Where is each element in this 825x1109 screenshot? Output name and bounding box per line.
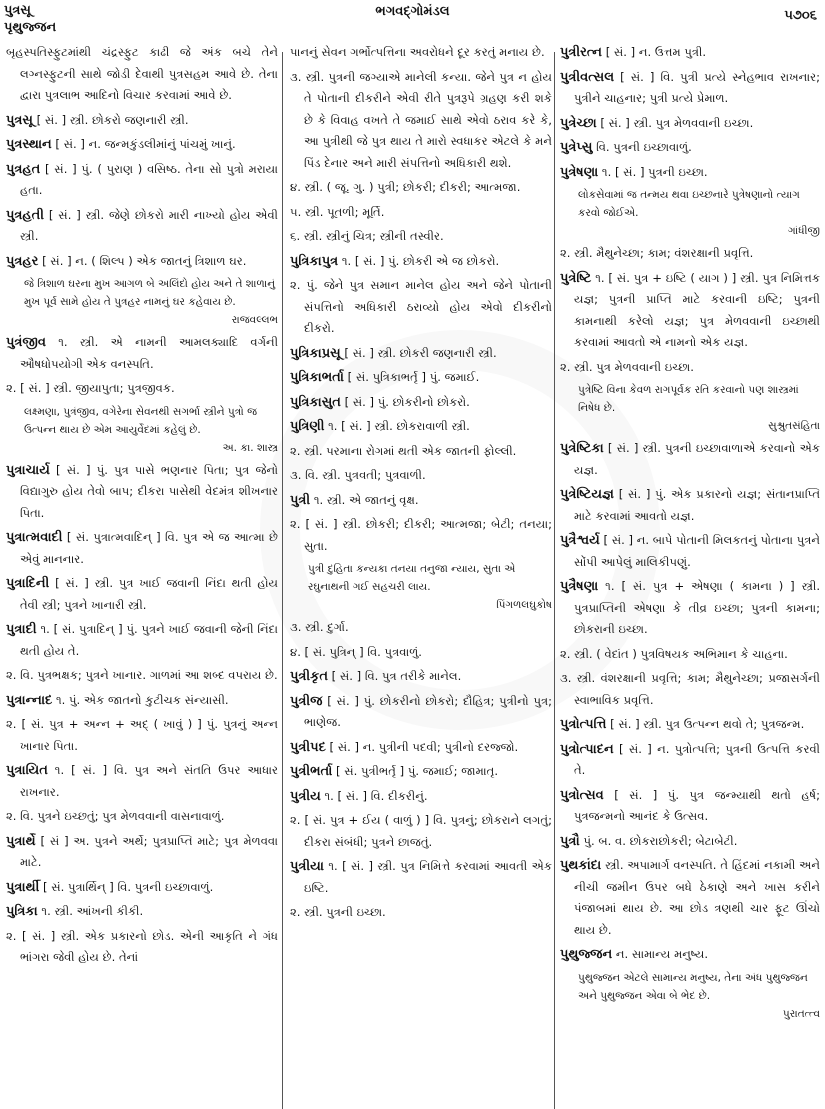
definition: [ સં. ] સ્ત્રી. પુત્રની ઇચ્છાવાળાએ કરવાનો એક યજ્ઞ.: [574, 441, 820, 477]
definition: ૩. સ્ત્રી. પુત્રની જગ્યાએ માનેલી કન્યા. જેને પુત્ર ન હોય તે પોતાની દીકરીને એવી રીતે પુત્રરૂપે ગ્રહણ કરી શકે છે કે વિવાહ વખતે તે જમાઈ સાથે એવો ઠરાવ કરે કે, આ પુત્રીથી જે પુત્ર થાય તે મારો સ્વધાકર એટલે કે મને પિંડ દેનાર અને મારી સંપત્તિનો અધિકારી થશે.: [290, 69, 552, 170]
definition: [ સં. પુત્રાર્થિન્ ] વિ. પુત્રની ઇચ્છાવાળું.: [43, 879, 214, 894]
dictionary-entry: [6, 110, 278, 132]
dictionary-entry: [290, 490, 552, 512]
definition: [ સં. ] વિ. પુત્ર તરીકે માનેલ.: [331, 669, 462, 683]
headword: પુત્રસૂ: [6, 112, 33, 128]
dictionary-entry: [290, 810, 552, 853]
definition: ૧. [ સં. ] સ્ત્રી. પુત્ર નિમિત્તે કરવામાં આવતી એક ઇષ્ટિ.: [304, 859, 552, 895]
headword: પુત્રૈશ્વર્ય: [560, 533, 600, 548]
definition: ૧. [ સં. પુત્ર + ઇષ્ટિ ( યાગ ) ] સ્ત્રી. પુત્ર નિમિત્તક યજ્ઞ; પુત્રની પ્રાપ્તિ માટે કરવાની ઇષ્ટિ; પુત્રની કામનાથી કરેલો યજ્ઞ; પુત્ર મેળવવાની ઇચ્છાથી કરવામાં આવતો એ નામનો એક યજ્ઞ.: [574, 270, 820, 349]
definition: ૧. [ સં. પુત્ર + એષણા ( કામના ) ] સ્ત્રી. પુત્રપ્રાપ્તિની એષણા કે તીવ્ર ઇચ્છા; પુત્રની કામના; છોકરાની ઇચ્છા.: [574, 579, 820, 636]
dictionary-entry: [6, 378, 278, 400]
dictionary-entry: [290, 343, 552, 365]
definition: ૨. વિ. પુત્રને ઇચ્છતું; પુત્ર મેળવવાની વાસનાવાળું.: [6, 809, 225, 823]
headword: પુત્રિકા: [6, 904, 38, 919]
definition: ૩. વિ. સ્ત્રી. પુત્રવતી; પુત્રવાળી.: [290, 468, 426, 482]
definition: ૨. સ્ત્રી. ( વેદાંત ) પુત્રવિષયક અભિમાન કે ચાહના.: [560, 646, 788, 661]
citation-quote: [560, 186, 820, 240]
definition: ૨. સ્ત્રી. મૈથુનેચ્છા; કામ; વંશરક્ષાની પ્રવૃત્તિ.: [560, 246, 754, 260]
dictionary-entry: [6, 760, 278, 803]
definition: [ સં. ] વિ. પુત્રી પ્રત્યે સ્નેહભાવ રાખનાર; પુત્રીને ચાહનાર; પુત્રી પ્રત્યે પ્રેમાળ.: [574, 69, 820, 105]
definition: ૧. [ સં. ] વિ. પુત્ર અને સંતતિ ઉપર આધાર રાખનાર.: [20, 763, 278, 799]
definition: [ સં. ] સ્ત્રી. પુત્ર મેળવવાની ઇચ્છા.: [600, 115, 754, 130]
dictionary-entry: [6, 134, 278, 156]
dictionary-entry: [560, 268, 820, 354]
headword: પુત્રાદી: [6, 622, 37, 637]
citation-quote: [560, 381, 820, 435]
definition: ૧. [ સં. પુત્રાદિન્ ] પું. પુત્રને ખાઈ જવાની જેની નિંદા થતી હોય તે.: [20, 622, 278, 658]
dictionary-entry: [290, 42, 552, 64]
quote-source: ગાંધીજી: [788, 225, 820, 237]
definition: [ સં. ] પું. પુત્ર જન્મ્યાથી થતો હર્ષ; પુત્રજન્મનો આનંદ કે ઉત્સવ.: [574, 787, 820, 823]
dictionary-entry: [6, 332, 278, 375]
definition: વિ. પુત્રની ઇચ્છાવાળું.: [596, 140, 692, 154]
dictionary-entry: [290, 902, 552, 924]
definition: સ્ત્રી. અપામાર્ગ વનસ્પતિ. તે હિંદમાં નકામી અને નીચી જમીન ઉપર બધે ઠેકાણે અને ખાસ કરીને પંજાબમાં થાય છે. આ છોડ ત્રણથી ચાર ફૂટ ઊંચો થાય છે.: [574, 858, 820, 937]
quote-text: પુથુજ્જન એટલે સામાન્ય મનુષ્ય, તેના અંધ પુથુજ્જન અને પુથુજ્જન એવા બે ભેદ છે.: [578, 971, 808, 1002]
headword: પુત્રૌ: [560, 833, 580, 849]
headword: પુત્રંજીવ: [6, 335, 46, 350]
headword: પુત્રેષ્ટિ: [560, 270, 592, 286]
dictionary-entry: [290, 202, 552, 224]
definition: ૨. [ સં. પુત્ર + અન્ન + અદ્ ( ખાવું ) ] પું. પુત્રનું અન્ન ખાનાર પિતા.: [6, 717, 278, 753]
definition: [ સં. ] સ્ત્રી. છોકરો જણનારી સ્ત્રી.: [36, 112, 189, 127]
definition: [ સં. ] સ્ત્રી. જેણે છોકરો મારી નાખ્યો હોય એવી સ્ત્રી.: [20, 207, 278, 243]
dictionary-entry: [290, 441, 552, 463]
definition: ૧. સ્ત્રી. આંખની કીકી.: [41, 904, 144, 918]
headword: પુત્રહર: [6, 253, 39, 269]
headword: પુત્રાર્થી: [6, 879, 40, 895]
dictionary-entry: [560, 644, 820, 666]
dictionary-entry: [290, 67, 552, 175]
dictionary-entry: [6, 42, 278, 107]
dictionary-entry: [290, 617, 552, 639]
dictionary-entry: [290, 367, 552, 389]
quote-source: પિંગળલઘુકોષ: [496, 599, 552, 611]
definition: [ સં. ] સ્ત્રી. છોકરી જણનારી સ્ત્રી.: [344, 345, 497, 360]
headword: પુત્રિણી: [290, 419, 325, 434]
headword: પુત્રિકાસુત: [290, 394, 341, 410]
quote-text: પુત્રેષ્ટિ વિના કેવળ રાગપૂર્વક રતિ કરવાનો પણ શાસ્ત્રમાં નિષેધ છે.: [578, 384, 799, 414]
dictionary-entry: [560, 739, 820, 782]
definition: ૨. [ સં. ] સ્ત્રી. જીયાપુતા; પુત્રજીવક.: [6, 381, 175, 395]
column-divider: [282, 52, 283, 1109]
headword: પુત્રીયા: [290, 859, 324, 874]
quote-text: લક્ષ્મણા, પુત્રંજીવ, વગેરેના સેવનથી સગર્ભા સ્ત્રીને પુત્રો જ ઉત્પન્ન થાય છે એમ આયુર્વેદમાં કહેલું છે.: [24, 405, 258, 436]
page-title: ભગવદ્ગોમંડલ: [375, 4, 450, 19]
definition: [ સં. પુત્રીભર્તૃ ] પું. જમાઈ; જામાતૃ.: [336, 764, 499, 778]
definition: [ સં. ] પું. છોકરીનો છોકરો; દૌહિત્ર; પુત્રીનો પુત્ર; ભાણેજ.: [304, 693, 552, 729]
headword: પુત્રીકૃત: [290, 669, 328, 684]
headword: પુથુજ્જન: [560, 947, 613, 962]
dictionary-entry: [290, 177, 552, 199]
column-divider: [554, 52, 555, 1109]
headword: પુત્રહત: [6, 161, 41, 177]
definition: [ સં ] અ. પુત્રને અર્થે; પુત્રપ્રાપ્તિ માટે; પુત્ર મેળવવા માટે.: [20, 833, 278, 869]
definition: ૪. સ્ત્રી. ( જૂ. ગુ. ) પુત્રી; છોકરી; દીકરી; આત્મજા.: [290, 180, 521, 194]
dictionary-entry: [6, 665, 278, 687]
dictionary-entry: [290, 666, 552, 688]
definition: [ સં. ] ન. પુત્રોત્પત્તિ; પુત્રની ઉત્પત્તિ કરવી તે.: [574, 741, 820, 777]
headword: પુત્રોત્પાદન: [560, 741, 614, 757]
definition: ૧. [ સં. ] વિ. દીકરીનું.: [324, 788, 428, 803]
definition: ૪. [ સં. પુત્રિન્ ] વિ. પુત્રવાળું.: [290, 644, 422, 659]
definition: ૨. વિ. પુત્રભક્ષક; પુત્રને ખાનાર. ગાળમાં આ શબ્દ વપરાય છે.: [6, 668, 278, 682]
dictionary-entry: [6, 901, 278, 923]
dictionary-entry: [560, 576, 820, 641]
headword: પુત્રાન્નાદ: [6, 692, 53, 708]
dictionary-entry: [290, 416, 552, 438]
headword: પુત્રાર્થે: [6, 833, 36, 849]
page-number: ૫૭૦૬: [784, 8, 817, 23]
guide-word-bottom: પૃથુજ્જન: [4, 20, 57, 35]
dictionary-entry: [290, 275, 552, 340]
column-3: [560, 42, 820, 1109]
dictionary-entry: [290, 226, 552, 248]
dictionary-entry: [290, 465, 552, 487]
definition: [ સં. ] પું. છોકરીનો છોકરો.: [344, 394, 470, 409]
dictionary-entry: [6, 690, 278, 712]
headword: પુત્રેષ્ટિકા: [560, 441, 604, 456]
headword: પુત્રૈષણા: [560, 579, 599, 594]
dictionary-entry: [6, 806, 278, 828]
headword: પુત્રી: [290, 492, 311, 508]
definition: ૨. પું. જેને પુત્ર સમાન માનેલ હોય અને જેને પોતાની સંપત્તિનો અધિકારી ઠરાવ્યો હોય એવો દીકરીનો દીકરો.: [290, 278, 552, 335]
definition: ૨. સ્ત્રી. પુત્રની ઇચ્છા.: [290, 905, 386, 919]
definition: [ સં. ] ન. ઉત્તમ પુત્રી.: [605, 45, 707, 59]
dictionary-entry: [560, 530, 820, 573]
definition: [ સં. ] સ્ત્રી. પુત્ર ખાઈ જવાની નિંદા થતી હોય તેવી સ્ત્રી; પુત્રને ખાનારી સ્ત્રી.: [20, 576, 278, 612]
definition: બૃહસ્પતિસ્ફુટમાંથી ચંદ્રસ્ફુટ કાઢી જે અંક બચે તેને લગ્નસ્ફુટની સાથે જોડી દેવાથી પુત્રસહમ આવે છે. તેના દ્વારા પુત્રલાભ આદિનો વિચાર કરવામાં આવે છે.: [6, 45, 278, 102]
headword: પુત્રિકાપ્રસૂ: [290, 345, 341, 361]
headword: પુત્રીભર્તા: [290, 764, 333, 779]
definition: ૫. સ્ત્રી. પૂતળી; મૂર્તિ.: [290, 204, 385, 219]
definition: ૧. સ્ત્રી. એ નામની આમલક્યાદિ વર્ગની ઔષધોપયોગી એક વનસ્પતિ.: [20, 335, 278, 371]
headword: પુત્રેચ્છા: [560, 115, 597, 131]
definition: ૧. પું. એક જાતનો કુટીચક સંન્યાસી.: [55, 692, 229, 707]
headword: પુત્રીરત્ન: [560, 45, 602, 60]
dictionary-entry: [6, 619, 278, 662]
headword: પુત્રીજ: [290, 693, 323, 709]
dictionary-entry: [290, 786, 552, 808]
quote-text: પુત્રી દુહિતા કન્યકા તનયા તનુજા ન્યાય, સુતા એ રઘુનાથની ગઈ સહચરી લાય.: [308, 563, 516, 593]
dictionary-entry: [560, 438, 820, 481]
quote-text: લોકસેવામાં જ તન્મય થવા ઇચ્છનારે પુત્રેષણાનો ત્યાગ કરવો જોઈએ.: [578, 189, 800, 219]
definition: ૨. [ સં. ] સ્ત્રી. છોકરી; દીકરી; આત્મજા; બેટી; તનયા; સુતા.: [290, 517, 552, 553]
column-2: [290, 42, 552, 1109]
dictionary-entry: [6, 460, 278, 525]
citation-quote: [6, 275, 278, 329]
definition: [ સં. ] સ્ત્રી. પુત્ર ઉત્પન્ન થવો તે; પુત્રજન્મ.: [610, 717, 805, 731]
headword: પુત્રેપ્સુ: [560, 140, 593, 155]
definition: ૩. સ્ત્રી. વંશરક્ષાની પ્રવૃત્તિ; કામ; મૈથુનેચ્છા; પ્રજાસર્ગની સ્વાભાવિક પ્રવૃત્તિ.: [560, 671, 820, 707]
headword: પુત્રહતી: [6, 207, 45, 223]
citation-quote: [290, 560, 552, 614]
dictionary-entry: [290, 251, 552, 273]
definition: ૨. [ સં. ] સ્ત્રી. એક પ્રકારનો છોડ. એની આકૃતિ ને ગંધ ભાંગરા જેવી હોય છે. તેનાં: [6, 928, 278, 964]
quote-source: અ. કા. શાસ્ત્ર: [222, 441, 278, 454]
definition: ૬. સ્ત્રી. સ્ત્રીનું ચિત્ર; સ્ત્રીની તસ્વીર.: [290, 229, 444, 243]
definition: પાનનું સેવન ગર્ભોત્પત્તિના અવરોધને દૂર કરતું મનાય છે.: [290, 45, 545, 59]
dictionary-entry: [6, 714, 278, 757]
definition: [ સં. પુત્રિકાભર્તૃ ] પું. જમાઈ.: [347, 370, 480, 384]
dictionary-entry: [560, 714, 820, 736]
dictionary-entry: [560, 137, 820, 159]
definition: [ સં. ] પું. ( પુરાણ ) વસિષ્ઠ. તેના સો પુત્રો મરાયા હતા.: [20, 161, 278, 197]
column-1: [6, 42, 278, 1109]
definition: [ સં. ] પું. પુત્ર પાસે ભણનાર પિતા; પુત્ર જેનો વિદ્યાગુરુ હોય તેવો બાપ; દીકરા પાસેથી વેદમંત્ર શીખનાર પિતા.: [20, 462, 278, 520]
quote-text: જે ત્રિશાળ ઘરના મુખ આગળ બે અલિંદો હોય અને તે શાળાનું મુખ પૂર્વ સામે હોય તે પુત્રહર નામનું ઘર કહેવાય છે.: [24, 278, 276, 308]
dictionary-entry: [290, 514, 552, 557]
definition: [ સં. ] ન. બાપે પોતાની મિલકતનું પોતાના પુત્રને સોંપી આપેલું માલિકીપણું.: [574, 533, 820, 569]
dictionary-entry: [290, 761, 552, 783]
citation-quote: [6, 403, 278, 457]
headword: પુત્રેષણા: [560, 164, 599, 180]
dictionary-entry: [6, 527, 278, 570]
definition: [ સં. ] ન. જન્મકુંડલીમાંનું પાંચમું ખાનું.: [55, 137, 236, 151]
guide-word-top: પુત્રસૂ: [4, 3, 31, 18]
headword: પુત્રીય: [290, 788, 321, 804]
dictionary-entry: [6, 831, 278, 874]
dictionary-entry: [6, 877, 278, 899]
quote-source: સુશ્રુતસંહિતા: [768, 420, 820, 432]
dictionary-entry: [560, 357, 820, 379]
headword: પુત્રેષ્ટિયજ્ઞ: [560, 487, 614, 502]
headword: પુત્રાત્મવાદી: [6, 530, 63, 545]
headword: પુત્રીવત્સલ: [560, 69, 615, 85]
dictionary-entry: [6, 159, 278, 202]
citation-quote: [560, 969, 820, 1023]
definition: ૧. [ સં. ] પુત્રની ઇચ્છા.: [601, 164, 708, 179]
headword: પુત્રિકાભર્તા: [290, 370, 344, 385]
definition: [ સં. ] ન. ( શિલ્પ ) એક જાતનું ત્રિશાળ ઘર.: [42, 253, 247, 268]
dictionary-entry: [560, 944, 820, 966]
dictionary-entry: [560, 42, 820, 64]
dictionary-entry: [290, 642, 552, 664]
definition: ૨. સ્ત્રી. પરમાના રોગમાં થતી એક જાતની ફોલ્લી.: [290, 443, 517, 458]
definition: [ સં. ] ન. પુત્રીની પદવી; પુત્રીનો દરજ્જો.: [329, 739, 519, 754]
dictionary-entry: [6, 926, 278, 969]
headword: પુત્રીપદ: [290, 739, 326, 755]
definition: ૨. [ સં. પુત્ર + ઈય ( વાળું ) ] વિ. પુત્રનું; છોકરાને લગતું; દીકરા સંબંધી; પુત્રને છાજતું.: [290, 813, 552, 849]
dictionary-entry: [6, 573, 278, 616]
dictionary-entry: [560, 162, 820, 184]
headword: પુત્રિકાપુત્ર: [290, 253, 339, 269]
quote-source: રાજવલ્લભ: [231, 314, 278, 326]
definition: પું. બ. વ. છોકરાછોકરી; બેટાબેટી.: [583, 833, 738, 848]
dictionary-entry: [6, 205, 278, 248]
dictionary-entry: [560, 67, 820, 110]
headword: પુત્રાચાર્ય: [6, 462, 50, 478]
definition: ૧. [ સં. ] પું. છોકરી એ જ છોકરો.: [341, 253, 500, 268]
dictionary-entry: [6, 251, 278, 273]
dictionary-entry: [290, 737, 552, 759]
dictionary-entry: [560, 113, 820, 135]
definition: [ સં. ] પું. એક પ્રકારનો યજ્ઞ; સંતાનપ્રાપ્તિ માટે કરવામાં આવતો યજ્ઞ.: [574, 487, 820, 523]
dictionary-entry: [560, 243, 820, 265]
headword: પુથકાંદા: [560, 858, 602, 873]
dictionary-entry: [560, 785, 820, 828]
headword: પુત્રોત્પત્તિ: [560, 717, 607, 732]
dictionary-entry: [290, 392, 552, 414]
dictionary-entry: [560, 484, 820, 527]
definition: ૧. [ સં. ] સ્ત્રી. છોકરાવાળી સ્ત્રી.: [328, 419, 470, 433]
dictionary-entry: [560, 855, 820, 941]
headword: પુત્રાદિની: [6, 576, 50, 591]
definition: ૨. સ્ત્રી. પુત્ર મેળવવાની ઇચ્છા.: [560, 359, 694, 374]
dictionary-entry: [560, 831, 820, 853]
dictionary-entry: [290, 856, 552, 899]
quote-source: પુરાતત્ત્વ: [782, 1007, 820, 1020]
dictionary-entry: [560, 668, 820, 711]
definition: ૩. સ્ત્રી. દુર્ગા.: [290, 620, 349, 634]
headword: પુત્રસ્થાન: [6, 137, 52, 152]
headword: પુત્રોત્સવ: [560, 787, 604, 803]
definition: ન. સામાન્ય મનુષ્ય.: [615, 947, 709, 961]
headword: પુત્રાયિત: [6, 763, 48, 778]
dictionary-entry: [290, 691, 552, 734]
definition: [ સં. પુત્રાત્મવાદિન્ ] વિ. પુત્ર એ જ આત્મા છે એવું માનનાર.: [20, 530, 278, 566]
definition: ૧. સ્ત્રી. એ જાતનું વૃક્ષ.: [313, 492, 419, 507]
